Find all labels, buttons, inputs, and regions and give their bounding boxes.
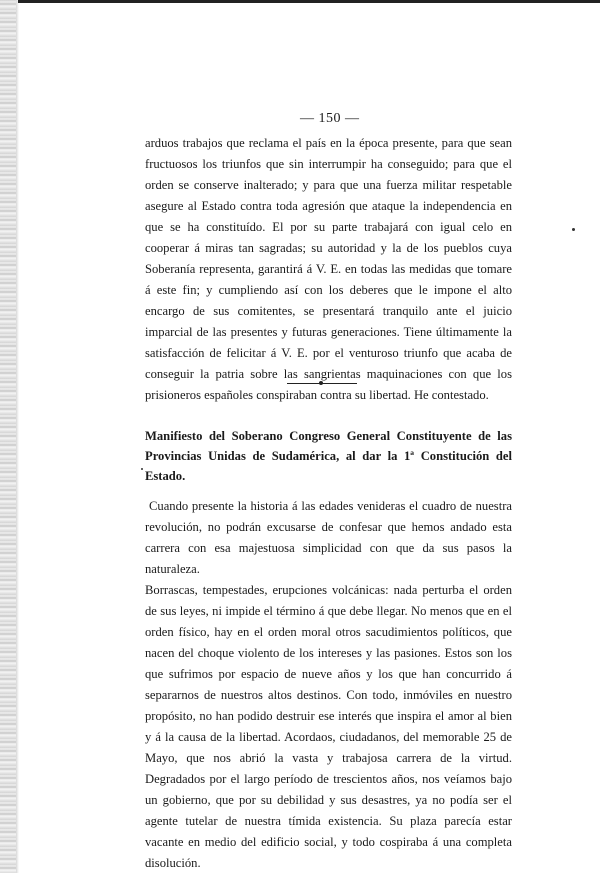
section-heading: Manifiesto del Soberano Congreso General Constituyente de las Provincias Unidas de Sudamérica, al dar la 1ª Constitución del Estado. (145, 429, 512, 483)
manifesto-paragraph-2: Borrascas, tempestades, erupciones volcánicas: nada perturba el orden de sus leyes, ni impide el término á que debe llegar. No menos que en el orden físico, hay en el orden moral otros sacudimientos políticos, que nacen del choque violento de los intereses y las pasiones. Estos son los que sufrimos por espacio de nueve años y los que han concurrido á separarnos de nuestros altos destinos. Con todo, inmóviles en nuestro propósito, no han podido destruir ese interés que inspira el amor al bien y á la causa de la libertad. Acordaos, ciudadanos, del memorable 25 de Mayo, que nos abrió la vasta y trabajosa carrera de la virtud. Degradados por el largo período de trescientos años, nos veíamos bajo un gobierno, que por su debilidad y sus desastres, ya no podía ser el agente tutelar de nuestra tímida existencia. Su plaza parecía estar vacante en medio del edificio social, y todo cospiraba á una completa disolución. (145, 583, 512, 870)
section-divider-ornament (319, 381, 323, 385)
paper-speck (141, 468, 143, 470)
paper-speck (572, 228, 575, 231)
page-number: — 150 — (300, 111, 360, 126)
book-binding-edge (0, 0, 16, 873)
binding-shadow (16, 0, 19, 873)
manifesto-body (145, 496, 512, 874)
manifesto-paragraph-1: Cuando presente la historia á las edades venideras el cuadro de nuestra revolución, no podrán excusarse de confesar que hemos andado esta carrera con esa majestuosa simplicidad con que da sus pasos la naturaleza. (145, 499, 512, 576)
paragraph-continued (145, 133, 512, 406)
paragraph-text: arduos trabajos que reclama el país en la época presente, para que sean fructuosos los triunfos que sin interrumpir ha conseguido; para que el orden se conserve inalterado; y para que una fuerza militar respetable asegure al Estado contra toda agresión que ataque la independencia en que se ha constituído. El por su parte trabajará con igual celo en cooperar á miras tan sagradas; su autoridad y la de los pueblos cuya Soberanía representa, garantirá á V. E. en todas las medidas que tomare á este fin; y cumpliendo así con los deberes que le impone el alto encargo de sus comitentes, se presentará tranquilo ante el juicio imparcial de las presentes y futuras generaciones. Tiene últimamente la satisfacción de felicitar á V. E. por el venturoso triunfo que acaba de conseguir la patria sobre las sangrientas maquinaciones con que los prisioneros españoles conspiraban contra su libertad. He contestado. (145, 136, 512, 402)
top-border-rule (18, 0, 600, 3)
